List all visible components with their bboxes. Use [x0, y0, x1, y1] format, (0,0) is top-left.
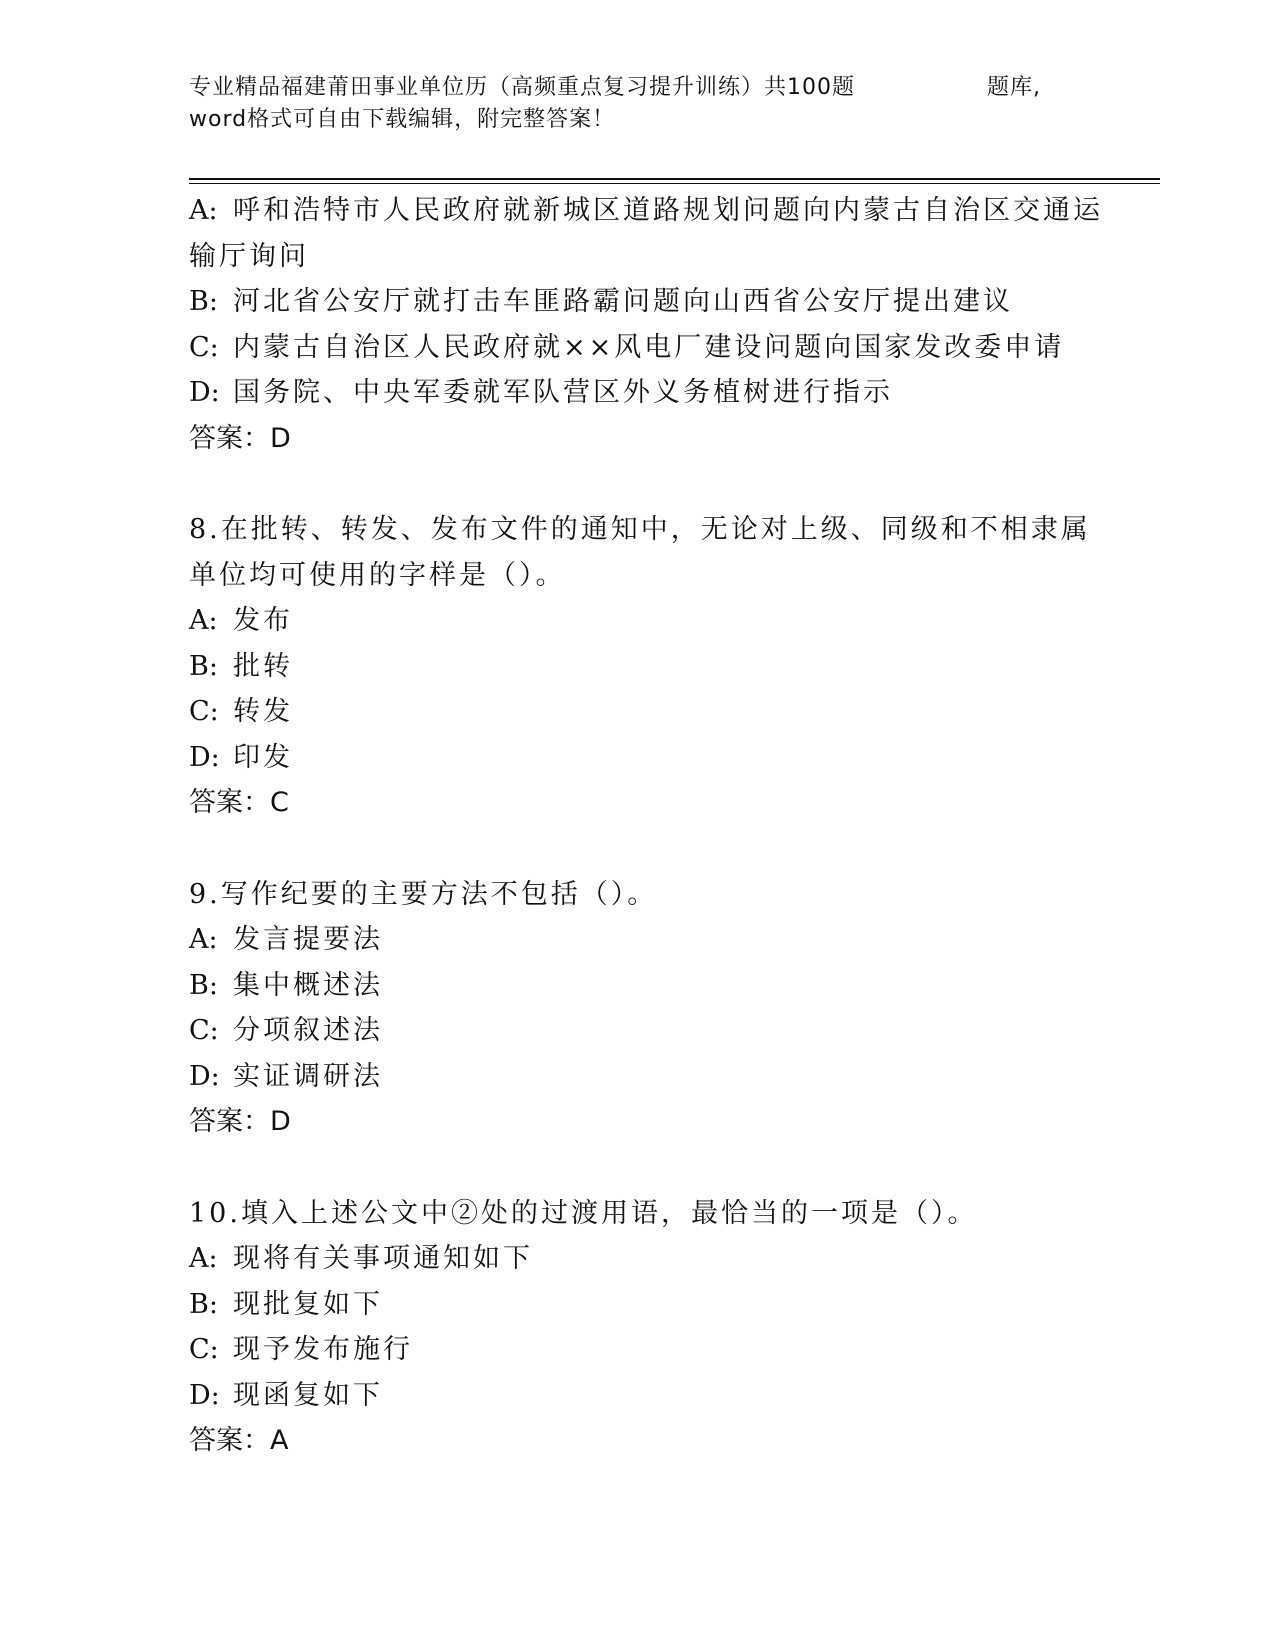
question-block: [189, 507, 1089, 826]
question-block: [189, 188, 1103, 461]
option-text: 现批复如下: [233, 1288, 383, 1320]
question-block: [189, 872, 1089, 1145]
option-key: D:: [189, 1379, 220, 1411]
option-b: [189, 279, 1089, 325]
option-d: [189, 735, 1089, 781]
option-key: B:: [189, 650, 218, 682]
question-list: [189, 188, 1103, 1464]
question-block: [189, 1191, 1089, 1464]
option-text: 国务院、中央军委就军队营区外义务植树进行指示: [233, 377, 893, 408]
option-key: A:: [189, 1243, 218, 1274]
option-text: 发布: [233, 605, 293, 636]
answer-line: 答案：C: [189, 787, 289, 818]
option-text: 发言提要法: [233, 924, 383, 955]
header-line-1: [189, 72, 1089, 104]
option-b: [189, 644, 1089, 690]
header-title: 专业精品福建莆田事业单位历（高频重点复习提升训练）共100题: [189, 75, 855, 100]
option-key: B:: [189, 286, 218, 317]
option-a: [189, 188, 1103, 234]
answer-line: 答案：A: [189, 1425, 289, 1456]
option-a: [189, 598, 1089, 644]
spacer: [189, 826, 1089, 872]
option-text: 实证调研法: [233, 1060, 383, 1092]
option-c: [189, 1008, 1089, 1054]
option-a: [189, 1236, 1089, 1282]
header-title-tail: 题库,: [987, 75, 1041, 100]
spacer: [189, 1145, 1089, 1191]
option-key: A:: [189, 195, 218, 226]
question-text: 8.在批转、转发、发布文件的通知中，无论对上级、同级和不相隶属: [189, 514, 1091, 545]
option-key: A:: [189, 605, 218, 636]
header-divider-thick: [189, 178, 1160, 180]
option-b: [189, 963, 1089, 1009]
option-text: 现函复如下: [233, 1379, 383, 1411]
option-text: 印发: [233, 741, 293, 773]
option-text: 内蒙古自治区人民政府就××风电厂建设问题向国家发改委申请: [233, 331, 1065, 363]
option-key: C:: [189, 1015, 219, 1046]
question-text-continued: 单位均可使用的字样是（）。: [189, 559, 566, 591]
option-key: C:: [189, 1334, 219, 1365]
option-key: B:: [189, 969, 218, 1001]
answer-line: 答案：D: [189, 1106, 291, 1137]
option-c: [189, 689, 1089, 735]
option-key: C:: [189, 696, 219, 727]
question-text: 9.写作纪要的主要方法不包括（）。: [189, 878, 658, 910]
option-key: A:: [189, 924, 218, 955]
option-key: D:: [189, 377, 220, 408]
option-a: [189, 917, 1089, 963]
header-subtitle: word格式可自由下载编辑，附完整答案！: [189, 107, 616, 132]
option-a-continued: 输厅询问: [189, 240, 309, 272]
spacer: [189, 461, 1089, 507]
option-text: 河北省公安厅就打击车匪路霸问题向山西省公安厅提出建议: [233, 286, 1013, 317]
option-key: D:: [189, 1060, 220, 1092]
option-text: 集中概述法: [233, 969, 383, 1001]
option-text: 分项叙述法: [233, 1015, 383, 1046]
option-d: [189, 1373, 1089, 1419]
option-text: 批转: [233, 650, 293, 682]
option-text: 现予发布施行: [233, 1334, 413, 1365]
option-d: [189, 370, 1089, 416]
option-d: [189, 1054, 1089, 1100]
question-text: 10.填入上述公文中②处的过渡用语，最恰当的一项是（）。: [189, 1197, 978, 1229]
answer-line: 答案：D: [189, 422, 291, 454]
option-c: [189, 325, 1089, 371]
option-text: 呼和浩特市人民政府就新城区道路规划问题向内蒙古自治区交通运: [233, 195, 1103, 226]
option-text: 现将有关事项通知如下: [233, 1243, 533, 1274]
option-text: 转发: [233, 696, 293, 727]
option-b: [189, 1282, 1089, 1328]
document-header: [189, 72, 1089, 136]
option-key: C:: [189, 331, 219, 363]
option-key: B:: [189, 1288, 218, 1320]
header-divider-thin: [189, 183, 1160, 184]
option-c: [189, 1327, 1089, 1373]
option-key: D:: [189, 741, 220, 773]
